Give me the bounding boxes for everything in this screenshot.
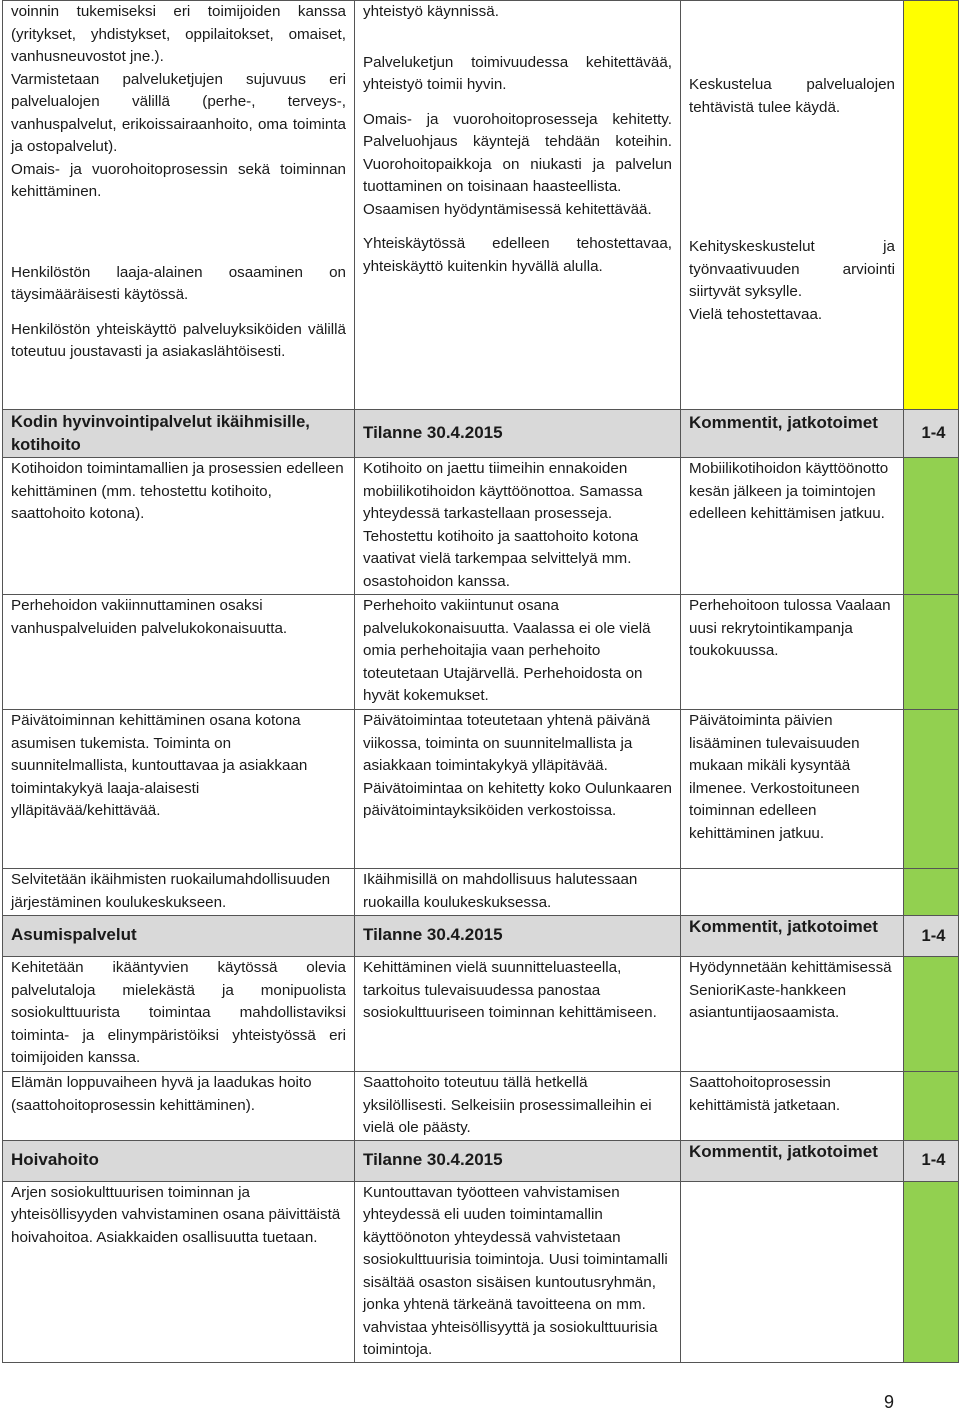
section-header-row	[3, 410, 959, 458]
table-row	[3, 1181, 959, 1362]
section-comments-label: Kommentit, jatkotoimet	[681, 410, 904, 458]
status-text: Omais- ja vuorohoitoprosesseja kehitetty. Palveluohjaus käyntejä tehdään koteihin. Vuorohoitopaikkoja on niukasti ja palvelun tuottaminen on toisinaan haasteellista.	[363, 110, 672, 195]
table-row	[3, 710, 959, 869]
goals-cell: Kotihoidon toimintamallien ja prosessien edelleen kehittäminen (mm. tehostettu kotihoito, saattohoito kotona).	[3, 458, 355, 595]
section-title: Hoivahoito	[3, 1140, 355, 1181]
page-number: 9	[883, 1392, 894, 1412]
comment-text: Vielä tehostettavaa.	[689, 305, 823, 323]
comments-cell: Hyödynnetään kehittämisessä SenioriKaste-hankkeen asiantuntijaosaamista.	[681, 957, 904, 1072]
goal-text: Omais- ja vuorohoitoprosessin sekä toiminnan kehittäminen.	[11, 160, 346, 200]
section-status-label: Tilanne 30.4.2015	[355, 916, 681, 957]
goal-text: Henkilöstön yhteiskäyttö palveluyksiköiden välillä toteutuu joustavasti ja asiakaslähtöisesti.	[11, 320, 346, 360]
section-title: Asumispalvelut	[3, 916, 355, 957]
table-row	[3, 1072, 959, 1141]
comments-cell	[681, 869, 904, 916]
status-color-bar	[904, 1072, 959, 1141]
goals-cell: Elämän loppuvaiheen hyvä ja laadukas hoito (saattohoitoprosessin kehittäminen).	[3, 1072, 355, 1141]
status-text: Yhteiskäytössä edelleen tehostettavaa, yhteiskäyttö kuitenkin hyvällä alulla.	[363, 235, 672, 275]
table-row	[3, 458, 959, 595]
goals-cell: Kehitetään ikääntyvien käytössä olevia palvelutaloja mielekästä ja monipuolista sosiokulttuurista toimintaa mahdollistaviksi toiminta- ja elinympäristöiksi yhteistyössä eri toimijoiden kanssa.	[3, 957, 355, 1072]
goal-text: voinnin tukemiseksi eri toimijoiden kanssa (yritykset, yhdistykset, oppilaitokset, omaiset, vanhusneuvostot jne.).	[11, 3, 346, 65]
status-color-bar	[904, 1181, 959, 1362]
status-cell: Ikäihmisillä on mahdollisuus halutessaan ruokailla koulukeskuksessa.	[355, 869, 681, 916]
section-comments-label: Kommentit, jatkotoimet	[681, 916, 904, 957]
comments-cell: Perhehoitoon tulossa Vaalaan uusi rekrytointikampanja toukokuussa.	[681, 595, 904, 710]
section-status-label: Tilanne 30.4.2015	[355, 410, 681, 458]
status-color-bar	[904, 458, 959, 595]
table-row	[3, 1, 959, 410]
comments-cell: Saattohoitoprosessin kehittämistä jatketaan.	[681, 1072, 904, 1141]
status-text: Osaamisen hyödyntämisessä kehitettävää.	[363, 200, 652, 218]
status-color-bar	[904, 869, 959, 916]
goals-table	[2, 0, 959, 1363]
table-row	[3, 869, 959, 916]
rating-label: 1-4	[904, 1140, 959, 1181]
rating-label: 1-4	[904, 916, 959, 957]
goals-cell: Perhehoidon vakiinnuttaminen osaksi vanhuspalveluiden palvelukokonaisuutta.	[3, 595, 355, 710]
section-header-row	[3, 916, 959, 957]
status-text: Palveluketjun toimivuudessa kehitettävää, yhteistyö toimii hyvin.	[363, 53, 672, 93]
goals-cell: Arjen sosiokulttuurisen toiminnan ja yhteisöllisyyden vahvistaminen osana päivittäistä hoivahoitoa. Asiakkaiden osallisuutta tuetaan.	[3, 1181, 355, 1362]
section-header-row	[3, 1140, 959, 1181]
goals-cell: Päivätoiminnan kehittäminen osana kotona asumisen tukemista. Toiminta on suunnitelmallista, kuntouttavaa ja asiakkaan toimintakykyä laaja-alaisesti ylläpitävää/kehittävää.	[3, 710, 355, 869]
section-status-label: Tilanne 30.4.2015	[355, 1140, 681, 1181]
goals-cell	[3, 1, 355, 410]
comments-cell: Mobiilikotihoidon käyttöönotto kesän jälkeen ja toimintojen edelleen kehittämisen jatkuu.	[681, 458, 904, 595]
section-comments-label: Kommentit, jatkotoimet	[681, 1140, 904, 1181]
table-row	[3, 595, 959, 710]
status-text: yhteistyö käynnissä.	[363, 3, 499, 20]
table-row	[3, 957, 959, 1072]
goal-text: Varmistetaan palveluketjujen sujuvuus eri palvelualojen välillä (perhe-, terveys-, vanhuspalvelut, erikoissairaanhoito, oma toiminta ja ostopalvelut).	[11, 70, 346, 155]
status-cell: Päivätoimintaa toteutetaan yhtenä päivänä viikossa, toiminta on suunnitelmallista ja asiakkaan toimintakykyä ylläpitävää. Päivätoimintaa on kehitetty koko Oulunkaaren päivätoimintayksiköiden verkostoissa.	[355, 710, 681, 869]
status-cell: Kotihoito on jaettu tiimeihin ennakoiden mobiilikotihoidon käyttöönottoa. Samassa yhteydessä tarkastellaan prosesseja. Tehostettu kotihoito ja saattohoito kotona vaativat vielä tarkempaa selvittelyä mm. osastohoidon kanssa.	[355, 458, 681, 595]
status-cell: Kuntouttavan työotteen vahvistamisen yhteydessä eli uuden toimintamallin käyttöönoton yhteydessä vahvistetaan sosiokulttuurisia toimintoja. Uusi toimintamalli sisältää osaston sisäisen kuntoutusryhmän, jonka yhtenä tärkeänä tavoitteena on mm. vahvistaa yhteisöllisyyttä ja sosiokulttuurisia toimintoja.	[355, 1181, 681, 1362]
status-cell: Perhehoito vakiintunut osana palvelukokonaisuutta. Vaalassa ei ole vielä omia perhehoitajia vaan perhehoito toteutetaan Utajärvellä. Perhehoidosta on hyvät kokemukset.	[355, 595, 681, 710]
goal-text: Henkilöstön laaja-alainen osaaminen on täysimääräisesti käytössä.	[11, 263, 346, 303]
status-color-bar	[904, 595, 959, 710]
goals-cell: Selvitetään ikäihmisten ruokailumahdollisuuden järjestäminen koulukeskukseen.	[3, 869, 355, 916]
status-color-bar	[904, 710, 959, 869]
comments-cell	[681, 1, 904, 410]
status-cell	[355, 1, 681, 410]
status-color-bar	[904, 957, 959, 1072]
section-title: Kodin hyvinvointipalvelut ikäihmisille, kotihoito	[3, 410, 355, 458]
comments-cell: Päivätoiminta päivien lisääminen tulevaisuuden mukaan mikäli kysyntää ilmenee. Verkostoituneen toiminnan edelleen kehittäminen jatkuu.	[681, 710, 904, 869]
rating-cell	[904, 1, 959, 410]
comment-text: Keskustelua palvelualojen tehtävistä tulee käydä.	[689, 76, 895, 116]
rating-label: 1-4	[904, 410, 959, 458]
status-color-bar	[904, 1, 958, 409]
comments-cell	[681, 1181, 904, 1362]
comment-text: Kehityskeskustelut ja työnvaativuuden arviointi siirtyvät syksylle.	[689, 238, 895, 300]
status-cell: Saattohoito toteutuu tällä hetkellä yksilöllisesti. Selkeisiin prosessimalleihin ei vielä ole päästy.	[355, 1072, 681, 1141]
status-cell: Kehittäminen vielä suunnitteluasteella, tarkoitus tulevaisuudessa panostaa sosiokulttuuriseen toiminnan kehittämiseen.	[355, 957, 681, 1072]
